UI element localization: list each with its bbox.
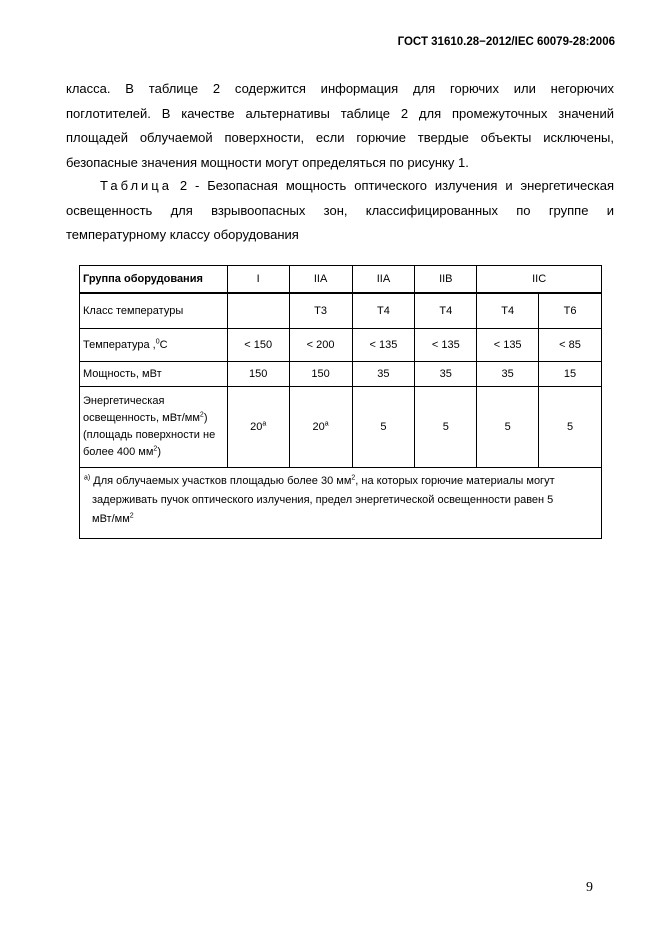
footnote-line [84, 510, 597, 529]
caption-number: 2 [179, 178, 188, 193]
table-cell: 5 [477, 387, 539, 468]
table-cell: T4 [415, 293, 477, 329]
superscript: 2 [153, 445, 158, 453]
table-row [80, 293, 602, 329]
table-footnote-row [80, 468, 602, 539]
table-caption [66, 174, 614, 248]
table-cell: < 200 [289, 329, 352, 362]
table-cell: 150 [227, 362, 289, 387]
table-cell [289, 387, 352, 468]
paren: ) [157, 446, 161, 458]
table-cell: T4 [352, 293, 415, 329]
footnote-ref: a [324, 419, 329, 427]
table-cell: 35 [415, 362, 477, 387]
safe-power-table [79, 265, 602, 539]
group-cell: IIB [415, 266, 477, 294]
table-cell: T4 [477, 293, 539, 329]
table-cell: < 135 [477, 329, 539, 362]
paren: ) [203, 412, 208, 424]
unit: C [159, 339, 168, 351]
group-cell: I [227, 266, 289, 294]
table-cell: 35 [477, 362, 539, 387]
row-label: Мощность, мВт [80, 362, 228, 387]
table-row [80, 329, 602, 362]
footnote-text: Для облучаемых участков площадью более 30 мм [90, 475, 352, 487]
group-cell: IIC [477, 266, 602, 294]
row-label-line: (площадь поверхности не [83, 429, 216, 441]
row-label: Класс температуры [80, 293, 228, 329]
table-cell: 35 [352, 362, 415, 387]
table-cell: T6 [539, 293, 602, 329]
table-cell: 5 [352, 387, 415, 468]
paragraph-line: класса. В таблице 2 содержится информация для горючих или негорючих [66, 81, 614, 96]
table-cell: 5 [539, 387, 602, 468]
table-footnote [80, 468, 602, 539]
table-cell: 150 [289, 362, 352, 387]
superscript: 2 [199, 411, 204, 419]
group-cell: IIA [352, 266, 415, 294]
page-number: 9 [586, 880, 593, 895]
table-row [80, 362, 602, 387]
paragraph-line: безопасные значения мощности могут определяться по рисунку 1. [66, 154, 469, 170]
table-cell: T3 [289, 293, 352, 329]
superscript: 0 [155, 338, 160, 346]
footnote-text: мВт/мм [92, 513, 130, 525]
group-cell: IIA [289, 266, 352, 294]
caption-label: Таблица [100, 178, 172, 193]
caption-line: освещенность для взрывоопасных зон, классифицированных по группе и [66, 202, 614, 218]
table-cell: 15 [539, 362, 602, 387]
body-paragraph [66, 77, 614, 175]
table-cell [227, 387, 289, 468]
superscript: 2 [129, 512, 134, 520]
superscript: 2 [351, 474, 356, 482]
row-label-text: Температура , [83, 339, 156, 351]
caption-line: температурному классу оборудования [66, 227, 299, 242]
row-label-line: Энергетическая [83, 395, 165, 407]
row-label [80, 387, 228, 468]
table-cell: < 85 [539, 329, 602, 362]
table-cell: < 135 [415, 329, 477, 362]
footnote-ref: a [262, 419, 267, 427]
cell-value: 20 [312, 420, 325, 433]
table-cell: < 135 [352, 329, 415, 362]
row-label-line: освещенность, мВт/мм [83, 412, 200, 424]
footnote-text: , на которых горючие материалы могут [355, 475, 555, 487]
footnote-line: задерживать пучок оптического излучения, предел энергетической освещенности равен 5 [92, 494, 554, 506]
table-row [80, 387, 602, 468]
caption-line [66, 174, 614, 199]
table-cell: 5 [415, 387, 477, 468]
table-cell [227, 293, 289, 329]
table-header-row [80, 266, 602, 294]
header-label: Группа оборудования [80, 266, 228, 294]
caption-title: - Безопасная мощность оптического излучения и энергетическая [195, 178, 614, 193]
row-label-line: более 400 мм [83, 446, 154, 458]
table-cell: < 150 [227, 329, 289, 362]
footnote-marker: a) [84, 474, 91, 482]
row-label [80, 329, 228, 362]
paragraph-line: площадей облучаемой поверхности, если горючие твердые объекты исключены, [66, 130, 614, 145]
cell-value: 20 [250, 420, 263, 433]
paragraph-line: поглотителей. В качестве альтернативы таблице 2 для промежуточных значений [66, 105, 614, 121]
document-header: ГОСТ 31610.28−2012/IEC 60079-28:2006 [397, 36, 615, 48]
